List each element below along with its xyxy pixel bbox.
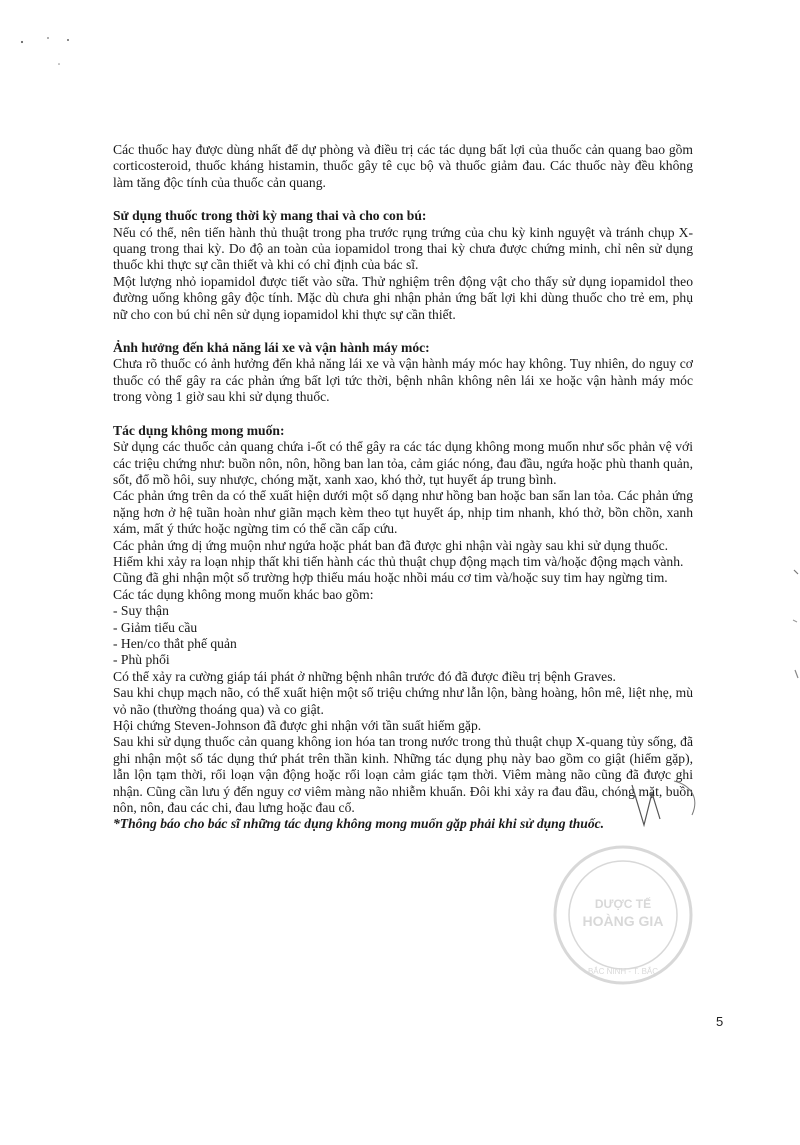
section-paragraph: Các tác dụng không mong muốn khác bao gồm:	[113, 586, 374, 602]
section-paragraph: Hiếm khi xảy ra loạn nhịp thất khi tiến hành các thủ thuật chụp động mạch tim và/hoặc động mạch vành.	[113, 553, 684, 569]
stamp-text-top: DƯỢC TẾ	[594, 897, 652, 911]
pharmacy-stamp	[548, 840, 698, 990]
report-note: *Thông báo cho bác sĩ những tác dụng không mong muốn gặp phải khi sử dụng thuốc.	[113, 816, 605, 832]
list-item: - Hen/co thắt phế quản	[113, 635, 237, 651]
section-paragraph: Chưa rõ thuốc có ảnh hưởng đến khả năng lái xe và vận hành máy móc hay không. Tuy nhiên, do nguy cơ thuốc có thể gây ra các phản ứng bất lợi tức thời, bệnh nhân không nên lái xe hoặc vận hành máy móc trong vòng 1 giờ sau khi sử dụng thuốc.	[113, 356, 693, 405]
stamp-text-bottom: BẮC NINH - T. BẮC	[587, 967, 659, 976]
scan-specks	[0, 0, 120, 80]
section-paragraph: Sau khi sử dụng thuốc cản quang không ion hóa tan trong nước trong thủ thuật chụp X-quang tủy sống, đã ghi nhận một số tác dụng thứ phát trên thần kinh. Những tác dụng phụ này bao gồm co giật (hiếm gặp), lẫn lộn tạm thời, rối loạn vận động hoặc rối loạn cảm giác tạm thời. Viêm màng não cũng đã được ghi nhận. Cũng cần lưu ý đến nguy cơ viêm màng não nhiễm khuẩn. Đôi khi xảy ra đau đầu, chóng mặt, buồn nôn, nôn, đau các chi, đau lưng hoặc đau cổ.	[113, 734, 693, 816]
section-paragraph: Có thể xảy ra cường giáp tái phát ở những bệnh nhân trước đó đã được điều trị bệnh Graves.	[113, 668, 616, 684]
section-paragraph: Sau khi chụp mạch não, có thể xuất hiện một số triệu chứng như lẫn lộn, bàng hoàng, hôn mê, liệt nhẹ, mù vỏ não (thường thoáng qua) và co giật.	[113, 685, 693, 717]
document-body	[113, 142, 693, 833]
section-paragraph: Hội chứng Steven-Johnson đã được ghi nhận với tần suất hiếm gặp.	[113, 718, 482, 733]
intro-paragraph: Các thuốc hay được dùng nhất để dự phòng và điều trị các tác dụng bất lợi của thuốc cản quang bao gồm corticosteroid, thuốc kháng histamin, thuốc gây tê cục bộ và thuốc giảm đau. Các thuốc này đều không làm tăng độc tính của thuốc cản quang.	[113, 142, 693, 190]
section-heading-pregnancy: Sử dụng thuốc trong thời kỳ mang thai và cho con bú:	[113, 208, 427, 224]
stamp-text-middle: HOÀNG GIA	[582, 913, 664, 929]
list-item: - Giảm tiểu cầu	[113, 619, 198, 635]
signature-mark	[630, 775, 710, 845]
section-paragraph: Các phản ứng trên da có thể xuất hiện dưới một số dạng như hồng ban hoặc ban sẩn lan tỏa. Các phản ứng nặng hơn ở hệ tuần hoàn như giãn mạch kèm theo tụt huyết áp, nhịp tim nhanh, khó thở, bồn chồn, xanh xám, mất ý thức hoặc ngừng tim có thể cần cấp cứu.	[113, 488, 693, 537]
scan-edge-marks	[784, 560, 800, 700]
section-heading-adverse-effects: Tác dụng không mong muốn:	[113, 422, 285, 438]
section-heading-driving: Ảnh hưởng đến khả năng lái xe và vận hành máy móc:	[113, 340, 430, 356]
section-paragraph: Một lượng nhỏ iopamidol được tiết vào sữa. Thử nghiệm trên động vật cho thấy sử dụng iopamidol theo đường uống không gây độc tính. Mặc dù chưa ghi nhận phản ứng bất lợi khi dùng thuốc cho trẻ em, phụ nữ cho con bú chỉ nên sử dụng iopamidol khi thực sự cần thiết.	[113, 273, 693, 322]
list-item: - Phù phổi	[113, 652, 170, 668]
section-paragraph: Cũng đã ghi nhận một số trường hợp thiếu máu hoặc nhồi máu cơ tim và/hoặc suy tim hay ngừng tim.	[113, 570, 668, 586]
section-paragraph: Sử dụng các thuốc cản quang chứa i-ốt có thể gây ra các tác dụng không mong muốn như sốc phản vệ với các triệu chứng như: buồn nôn, nôn, hồng ban lan tỏa, cảm giác nóng, đau đầu, ngứa hoặc phù thanh quản, sốt, đổ mồ hôi, suy nhược, chóng mặt, xanh xao, khó thở, tụt huyết áp trung bình.	[113, 439, 693, 487]
section-paragraph: Các phản ứng dị ứng muộn như ngứa hoặc phát ban đã được ghi nhận vài ngày sau khi sử dụng thuốc.	[113, 537, 669, 553]
list-item: - Suy thận	[113, 603, 169, 619]
page-number: 5	[716, 1014, 724, 1029]
section-paragraph: Nếu có thể, nên tiến hành thủ thuật trong pha trước rụng trứng của chu kỳ kinh nguyệt và tránh chụp X-quang trong thai kỳ. Do độ an toàn của iopamidol trong thai kỳ chưa được chứng minh, chỉ nên sử dụng thuốc khi thực sự cần thiết và khi có chỉ định của bác sĩ.	[113, 224, 693, 273]
